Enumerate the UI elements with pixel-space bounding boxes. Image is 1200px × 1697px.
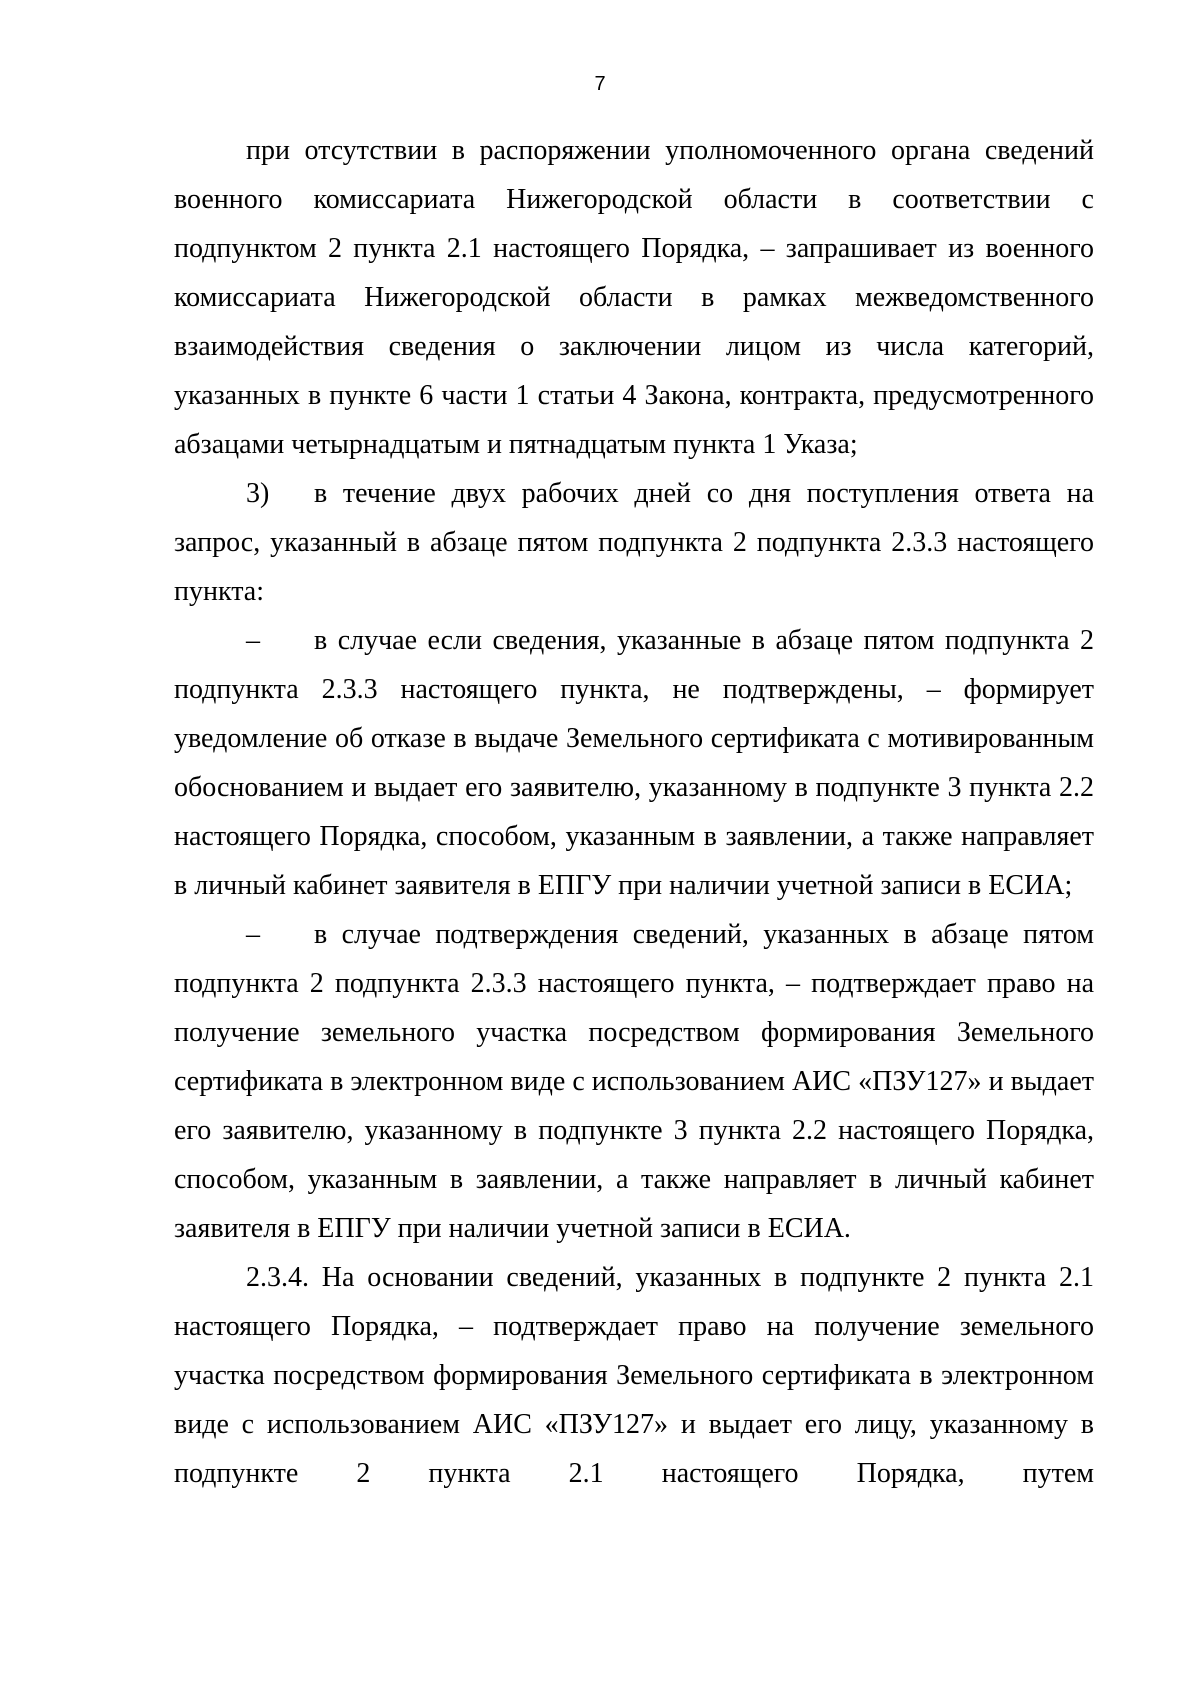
dash-item-continuation: подпункта 2.3.3 настоящего пункта, не подтверждены, – формирует уведомление об отказе в выдаче Земельного сертификата с мотивированным обоснованием и выдает его заявителю, указанному в подпункте 3 пункта 2.2 настоящего Порядка, способом, указанным в заявлении, а также направляет в личный кабинет заявителя в ЕПГУ при наличии учетной записи в ЕСИА; [174, 674, 1094, 901]
dash-marker: – [246, 919, 260, 950]
document-body [174, 126, 1094, 1498]
paragraph-military-info-request: при отсутствии в распоряжении уполномоченного органа сведений военного комиссариата Нижегородской области в соответствии с подпунктом 2 пункта 2.1 настоящего Порядка, – запрашивает из военного комиссариата Нижегородской области в рамках межведомственного взаимодействия сведения о заключении лицом из числа категорий, указанных в пункте 6 части 1 статьи 4 Закона, контракта, предусмотренного абзацами четырнадцатым и пятнадцатым пункта 1 Указа; [174, 135, 1094, 460]
dash-item-continuation: подпункта 2 подпункта 2.3.3 настоящего пункта, – подтверждает право на получение земельного участка посредством формирования Земельного сертификата в электронном виде с использованием АИС «ПЗУ127» и выдает его заявителю, указанному в подпункте 3 пункта 2.2 настоящего Порядка, способом, указанным в заявлении, а также направляет в личный кабинет заявителя в ЕПГУ при наличии учетной записи в ЕСИА. [174, 968, 1094, 1244]
dash-item-not-confirmed [174, 616, 1094, 910]
dash-marker: – [246, 625, 260, 656]
dash-item-text: в случае если сведения, указанные в абзаце пятом подпункта 2 [314, 625, 1094, 656]
page-number: 7 [594, 73, 606, 95]
dash-item-text: в случае подтверждения сведений, указанных в абзаце пятом [314, 919, 1094, 950]
list-item-text: в течение двух рабочих дней со дня поступления ответа на [314, 478, 1094, 509]
list-item-3 [174, 469, 1094, 616]
list-item-3-continuation: запрос, указанный в абзаце пятом подпункта 2 подпункта 2.3.3 настоящего пункта: [174, 527, 1094, 607]
dash-item-first-line [174, 616, 1094, 665]
dash-item-first-line [174, 910, 1094, 959]
list-item-3-first-line [174, 469, 1094, 518]
dash-item-confirmed [174, 910, 1094, 1253]
list-marker: 3) [246, 478, 270, 509]
paragraph-2-3-4: 2.3.4. На основании сведений, указанных в подпункте 2 пункта 2.1 настоящего Порядка, – подтверждает право на получение земельного участка посредством формирования Земельного сертификата в электронном виде с использованием АИС «ПЗУ127» и выдает его лицу, указанному в подпункте 2 пункта 2.1 настоящего Порядка, путем [174, 1262, 1094, 1489]
